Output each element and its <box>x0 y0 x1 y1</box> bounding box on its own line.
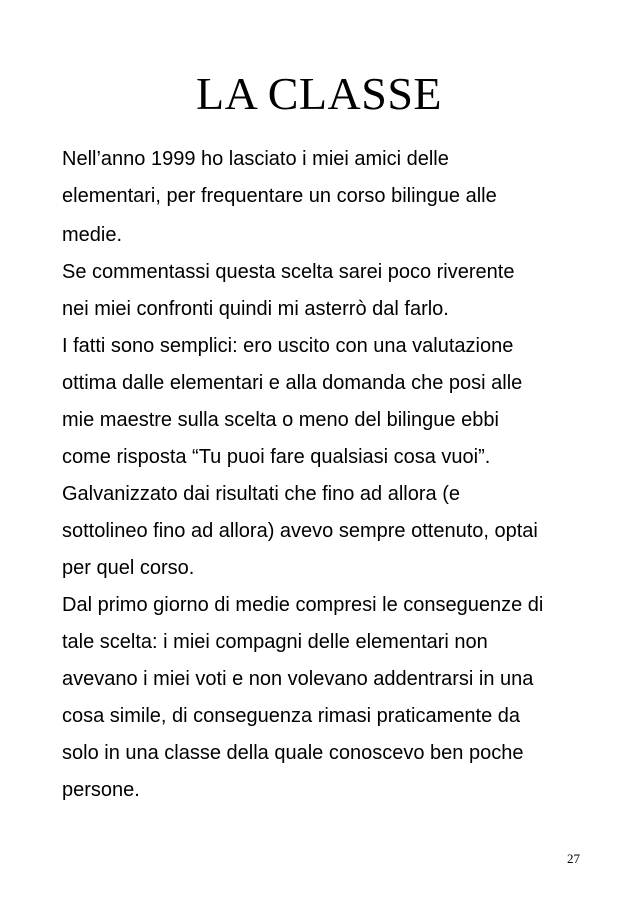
text-line: tale scelta: i miei compagni delle elementari non <box>62 631 488 653</box>
text-line: come risposta “Tu puoi fare qualsiasi cosa vuoi”. <box>62 446 491 468</box>
text-line: medie. <box>62 224 123 246</box>
text-line: per quel corso. <box>62 557 195 579</box>
text-line: Dal primo giorno di medie compresi le conseguenze di <box>62 594 544 616</box>
text-line: avevano i miei voti e non volevano addentrarsi in una <box>62 668 534 690</box>
text-line: ottima dalle elementari e alla domanda che posi alle <box>62 372 523 394</box>
text-line: nei miei confronti quindi mi asterrò dal farlo. <box>62 298 449 320</box>
text-line: persone. <box>62 779 140 801</box>
text-line: solo in una classe della quale conoscevo ben poche <box>62 742 524 764</box>
text-line: Galvanizzato dai risultati che fino ad allora (e <box>62 483 460 505</box>
text-line: elementari, per frequentare un corso bilingue alle <box>62 185 497 207</box>
page-number: 27 <box>567 851 580 866</box>
text-line: mie maestre sulla scelta o meno del bilingue ebbi <box>62 409 499 431</box>
text-line: Nell’anno 1999 ho lasciato i miei amici delle <box>62 148 449 170</box>
text-line: cosa simile, di conseguenza rimasi praticamente da <box>62 705 520 727</box>
text-line: Se commentassi questa scelta sarei poco riverente <box>62 261 515 283</box>
text-line: I fatti sono semplici: ero uscito con una valutazione <box>62 335 514 357</box>
page-title: LA CLASSE <box>195 68 443 119</box>
text-line: sottolineo fino ad allora) avevo sempre ottenuto, optai <box>62 520 538 542</box>
